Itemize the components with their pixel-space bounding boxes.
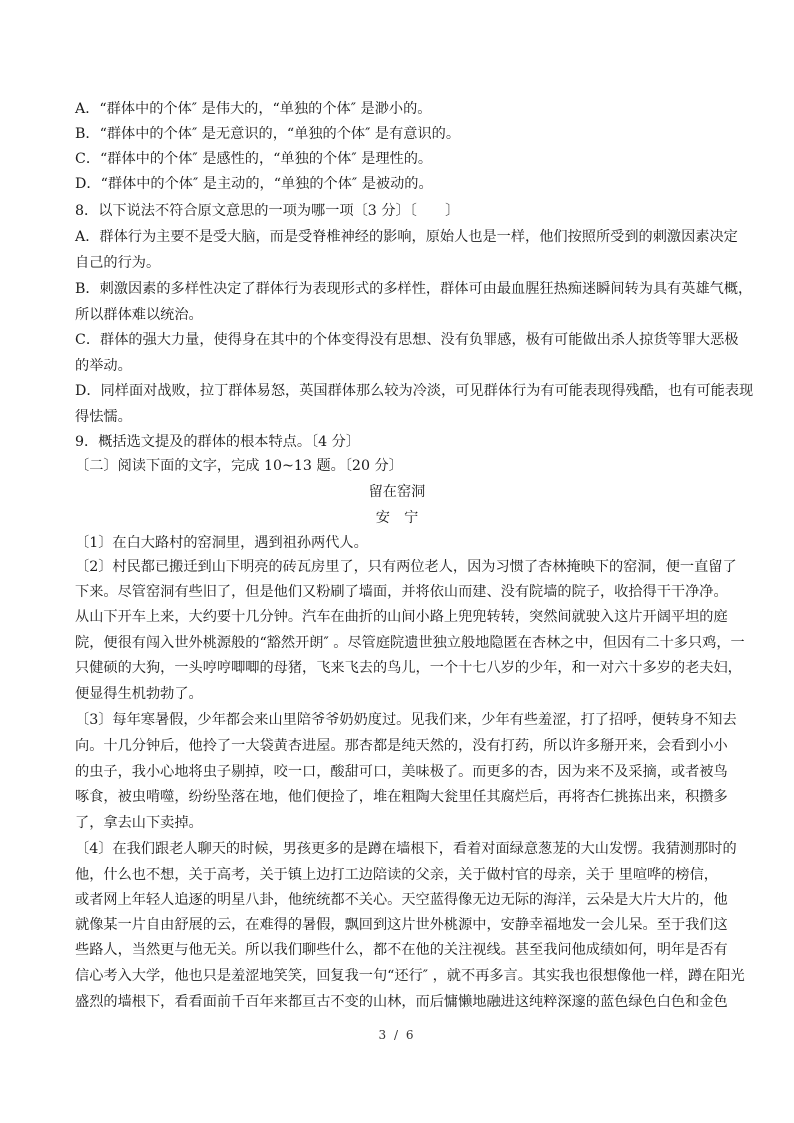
q8-option-a-line2: 自己的行为。 bbox=[75, 255, 161, 271]
article-line: 院，便很有闯入世外桃源般的“豁然开朗″ 。尽管庭院遗世独立般地隐匿在杏林之中，但因有二十多只鸡，一 bbox=[75, 635, 745, 651]
q8-option-b-line2: 所以群体难以统治。 bbox=[75, 307, 203, 323]
q8-option-d-line2: 得怯懦。 bbox=[75, 409, 132, 425]
q8-stem: 8．以下说法不符合原文意思的一项为哪一项〔3 分〕〔 〕 bbox=[75, 203, 460, 219]
article-line: 些路人，当然更与他无关。所以我们聊些什么，都不在他的关注视线。甚至我问他成绩如何，明年是否有 bbox=[75, 942, 728, 958]
q8-option-b-line1: B．刺激因素的多样性决定了群体行为表现形式的多样性，群体可由最血腥狂热痴迷瞬间转为具有英雄气概， bbox=[75, 281, 753, 297]
q7-option-a: A．“群体中的个体″ 是伟大的，“单独的个体″ 是渺小的。 bbox=[75, 101, 432, 117]
q7-option-c: C．“群体中的个体″ 是感性的，“单独的个体″ 是理性的。 bbox=[75, 151, 433, 167]
page-number: 3 / 6 bbox=[378, 1028, 416, 1042]
q8-option-c-line1: C．群体的强大力量，使得身在其中的个体变得没有思想、没有负罪感，极有可能做出杀人掠货等罪大恶极 bbox=[75, 332, 739, 348]
article-line: 盛烈的墙根下，看看面前千百年来都亘古不变的山林，而后慵懒地融进这纯粹深邃的蓝色绿色白色和金色 bbox=[75, 994, 728, 1010]
article-line: 他，什么也不想，关于高考，关于镇上边打工边陪读的父亲，关于做村官的母亲，关于 里喧哗的榜信， bbox=[75, 867, 718, 883]
q7-option-d: D．“群体中的个体″ 是主动的，“单独的个体″ 是被动的。 bbox=[75, 176, 433, 192]
article-line: 从山下开车上来，大约要十几分钟。汽车在曲折的山间小路上兜兜转转，突然间就驶入这片开阔平坦的庭 bbox=[75, 609, 728, 625]
q8-option-d-line1: D．同样面对战败，拉丁群体易怒，英国群体那么较为冷淡，可见群体行为有可能表现得残酷，也有可能表现 bbox=[75, 383, 754, 399]
article-title: 留在窑洞 bbox=[368, 484, 426, 500]
article-line: 的虫子，我小心地将虫子剔掉，咬一口，酸甜可口，美味极了。而更多的杏，因为来不及采摘，或者被鸟 bbox=[75, 764, 728, 780]
q8-option-c-line2: 的举动。 bbox=[75, 358, 132, 374]
article-line: 〔1〕在白大路村的窑洞里，遇到祖孙两代人。 bbox=[75, 535, 368, 551]
article-line: 下来。尽管窑洞有些旧了，但是他们又粉刷了墙面，并将依山而建、没有院墙的院子，收拾得干干净净。 bbox=[75, 584, 728, 600]
article-line: 〔2〕村民都已搬迁到山下明亮的砖瓦房里了，只有两位老人，因为习惯了杏林掩映下的窑洞，便一直留了 bbox=[75, 559, 737, 575]
q9-question: 9．概括选文提及的群体的根本特点。〔4 分〕 bbox=[75, 434, 361, 450]
article-author: 安 宁 bbox=[375, 510, 419, 526]
article-line: 便显得生机勃勃了。 bbox=[75, 686, 203, 702]
q7-option-b: B．“群体中的个体″ 是无意识的，“单独的个体″ 是有意识的。 bbox=[75, 126, 461, 142]
article-line: 了，拿去山下卖掉。 bbox=[75, 815, 203, 831]
article-line: 就像某一片自由舒展的云，在难得的暑假，飘回到这片世外桃源中，安静幸福地发一会儿呆。至于我们这 bbox=[75, 917, 728, 933]
article-line: 信心考入大学，他也只是羞涩地笑笑，回复我一句“还行″ ，就不再多言。其实我也很想像他一样，蹲在阳光 bbox=[75, 968, 745, 984]
article-line: 或者网上年轻人追逐的明星八卦，他统统都不关心。天空蓝得像无边无际的海洋，云朵是大片大片的，他 bbox=[75, 892, 728, 908]
article-line: 向。十几分钟后，他拎了一大袋黄杏进屋。那杏都是纯天然的，没有打药，所以许多掰开来，会看到小小 bbox=[75, 738, 728, 754]
section-heading: 〔二〕阅读下面的文字，完成 10~13 题。〔20 分〕 bbox=[75, 458, 403, 474]
article-line: 〔4〕在我们跟老人聊天的时候，男孩更多的是蹲在墙根下，看着对面绿意葱茏的大山发愣。我猜测那时的 bbox=[75, 841, 737, 857]
q8-option-a-line1: A．群体行为主要不是受大脑，而是受脊椎神经的影响，原始人也是一样，他们按照所受到的刺激因素决定 bbox=[75, 229, 738, 245]
article-line: 啄食，被虫啃噬，纷纷坠落在地，他们便捡了，堆在粗陶大瓮里任其腐烂后，再将杏仁挑拣出来，积攒多 bbox=[75, 789, 728, 805]
article-line: 〔3〕每年寒暑假，少年都会来山里陪爷爷奶奶度过。见我们来，少年有些羞涩，打了招呼，便转身不知去 bbox=[75, 712, 737, 728]
article-line: 只健硕的大狗，一头哼哼唧唧的母猪，飞来飞去的鸟儿，一个十七八岁的少年，和一对六十多岁的老夫妇， bbox=[75, 660, 742, 676]
